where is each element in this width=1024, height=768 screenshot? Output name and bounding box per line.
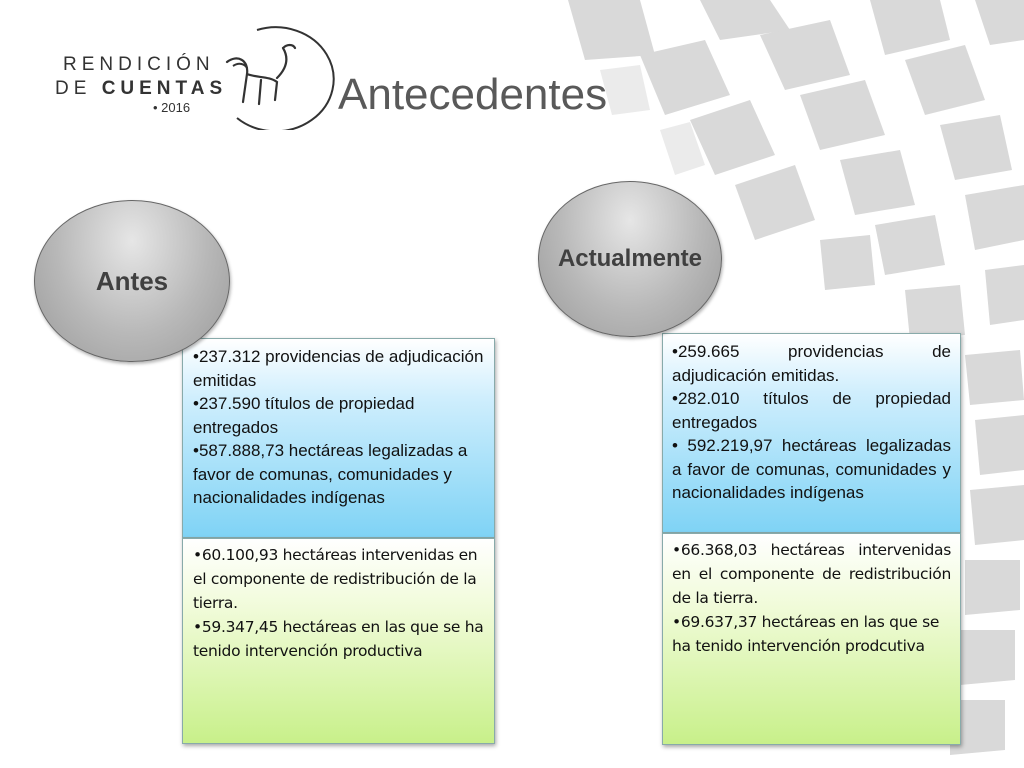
- antes-item-1: •237.312 providencias de adjudicación emitidas: [193, 347, 484, 390]
- actualmente-item-1: •259.665 providencias de adjudicación emitidas.: [672, 342, 951, 385]
- antes-green-item-1: •60.100,93 hectáreas intervenidas en el componente de redistribución de la tierra.: [193, 546, 478, 612]
- actualmente-item-3: • 592.219,97 hectáreas legalizadas a favor de comunas, comunidades y nacionalidades indígenas: [672, 436, 951, 502]
- logo: [55, 20, 305, 132]
- antes-legal-box: [182, 338, 495, 538]
- page-title: Antecedentes: [338, 70, 608, 119]
- actualmente-intervention-box: [662, 533, 961, 745]
- antes-bubble: [34, 200, 230, 362]
- antes-item-3: •587.888,73 hectáreas legalizadas a favor de comunas, comunidades y nacionalidades indígenas: [193, 441, 468, 507]
- antes-intervention-box: [182, 538, 495, 744]
- antes-item-2: •237.590 títulos de propiedad entregados: [193, 394, 415, 437]
- actualmente-green-item-2: •69.637,37 hectáreas en las que se ha tenido intervención prodcutiva: [672, 613, 940, 655]
- actualmente-item-2: •282.010 títulos de propiedad entregados: [672, 389, 951, 432]
- antes-green-item-2: •59.347,45 hectáreas en las que se ha tenido intervención productiva: [193, 618, 484, 660]
- logo-cuentas: CUENTAS: [101, 78, 228, 99]
- logo-bull-icon: [217, 22, 345, 130]
- actualmente-legal-box: [662, 333, 961, 533]
- actualmente-label: Actualmente: [557, 245, 703, 272]
- logo-year: • 2016: [153, 100, 191, 115]
- actualmente-green-item-1: •66.368,03 hectáreas intervenidas en el componente de redistribución de la tierra.: [672, 541, 951, 607]
- logo-line2: [55, 78, 227, 100]
- logo-line1: RENDICIÓN: [63, 54, 215, 75]
- logo-de: DE: [55, 78, 92, 99]
- antes-label: Antes: [95, 265, 169, 296]
- actualmente-bubble: [538, 181, 722, 337]
